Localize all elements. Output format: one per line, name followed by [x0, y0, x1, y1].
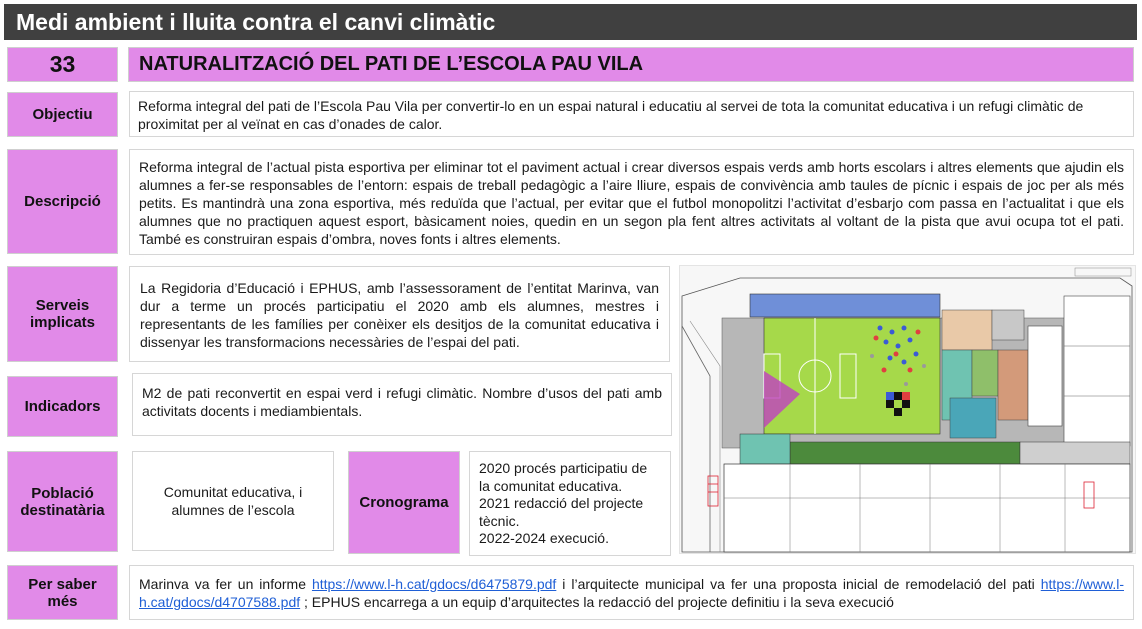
descripcio-label: [7, 149, 118, 254]
objectiu-label-text: Objectiu: [32, 106, 93, 123]
cronograma-text-box: [469, 451, 671, 556]
objectiu-label: [7, 92, 118, 137]
serveis-text-box: [129, 266, 670, 362]
persaber-label-line2: més: [47, 592, 78, 610]
section-header: Medi ambient i lluita contra el canvi climàtic: [4, 4, 1137, 40]
report-link-marinva[interactable]: https://www.l-h.cat/gdocs/d6475879.pdf: [311, 576, 557, 592]
poblacio-text-line1: Comunitat educativa, i: [163, 484, 303, 500]
cronograma-line: la comunitat educativa.: [479, 477, 623, 494]
indicadors-label: [7, 376, 118, 437]
cronograma-line: tècnic.: [479, 512, 520, 529]
persaber-text-box: [129, 565, 1134, 620]
cronograma-line: 2022-2024 execució.: [479, 530, 609, 546]
descripcio-label-text: Descripció: [24, 193, 101, 210]
persaber-text-c: ; EPHUS encarrega a un equip d’arquitectes la redacció del projecte definitiu i la seva execució: [300, 594, 894, 610]
site-plan-drawing: [680, 266, 1135, 553]
indicadors-text: M2 de pati reconvertit en espai verd i refugi climàtic. Nombre d’usos del pati amb activitats docents i mediambientals.: [142, 385, 662, 419]
poblacio-label-line2: destinatària: [20, 501, 105, 519]
serveis-label: [7, 266, 118, 362]
cronograma-label: [348, 451, 460, 554]
poblacio-label: [7, 451, 118, 552]
serveis-text: La Regidoria d’Educació i EPHUS, amb l’assessorament de l’entitat Marinva, van dur a terme un procés participatiu el 2020 amb els alumnes, mestres i representants de les famílies per conèixer els desitjos de la comunitat educativa i dissenyar les transformacions necessàries de l’espai del pati.: [140, 280, 659, 350]
persaber-label-line1: Per saber: [28, 575, 97, 593]
serveis-label-line1: Serveis: [35, 297, 90, 314]
descripcio-text: Reforma integral de l’actual pista esportiva per eliminar tot el paviment actual i crear diversos espais verds amb horts escolars i altres elements que ajudin els alumnes a fer-se responsables de l’entorn: espais de treball pedagògic a l’aire lliure, espais de convivència amb taules de pícnic i espais de joc per als més petits. Es mantindrà una zona esportiva, més reduïda que l’actual, per evitar que el futbol monopolitzi l’activitat d’esbarjo com passa en l’actualitat i que els alumnes que no practiquen aquest esport, bàsicament noies, quedin en un segon pla fent altres activitats al voltant de la pista que avui ocupa tot el pati. També es construiran espais d’ombra, noves fonts i altres elements.: [139, 159, 1124, 247]
persaber-text-b: i l’arquitecte municipal va fer una proposta inicial de remodelació del pati: [556, 576, 1041, 592]
poblacio-text-box: [132, 451, 334, 551]
cronograma-label-text: Cronograma: [359, 494, 449, 511]
indicadors-text-box: [132, 373, 672, 436]
persaber-text-a: Marinva va fer un informe: [139, 576, 312, 592]
persaber-label: [7, 565, 118, 620]
descripcio-text-box: [129, 149, 1134, 255]
objectiu-text: Reforma integral del pati de l’Escola Pau Vila per convertir-lo en un espai natural i educatiu al servei de tota la comunitat educativa i un refugi climàtic de proximitat per al veïnat en cas d’onades de calor.: [138, 98, 1084, 132]
poblacio-label-line1: Població: [31, 484, 94, 502]
indicadors-label-text: Indicadors: [24, 398, 101, 415]
schoolyard-site-plan-image: [679, 265, 1136, 554]
objectiu-text-box: [129, 91, 1134, 137]
poblacio-text-line2: alumnes de l’escola: [171, 502, 295, 518]
proposal-link-architect[interactable]: https://www.l-h.cat/gdocs/d4707588.pdf: [139, 576, 1124, 610]
cronograma-line: 2021 redacció del projecte: [479, 495, 644, 511]
project-number: 33: [7, 47, 118, 82]
cronograma-line: 2020 procés participatiu de: [479, 460, 648, 476]
serveis-label-line2: implicats: [29, 314, 96, 331]
project-title: NATURALITZACIÓ DEL PATI DE L’ESCOLA PAU VILA: [128, 47, 1134, 82]
